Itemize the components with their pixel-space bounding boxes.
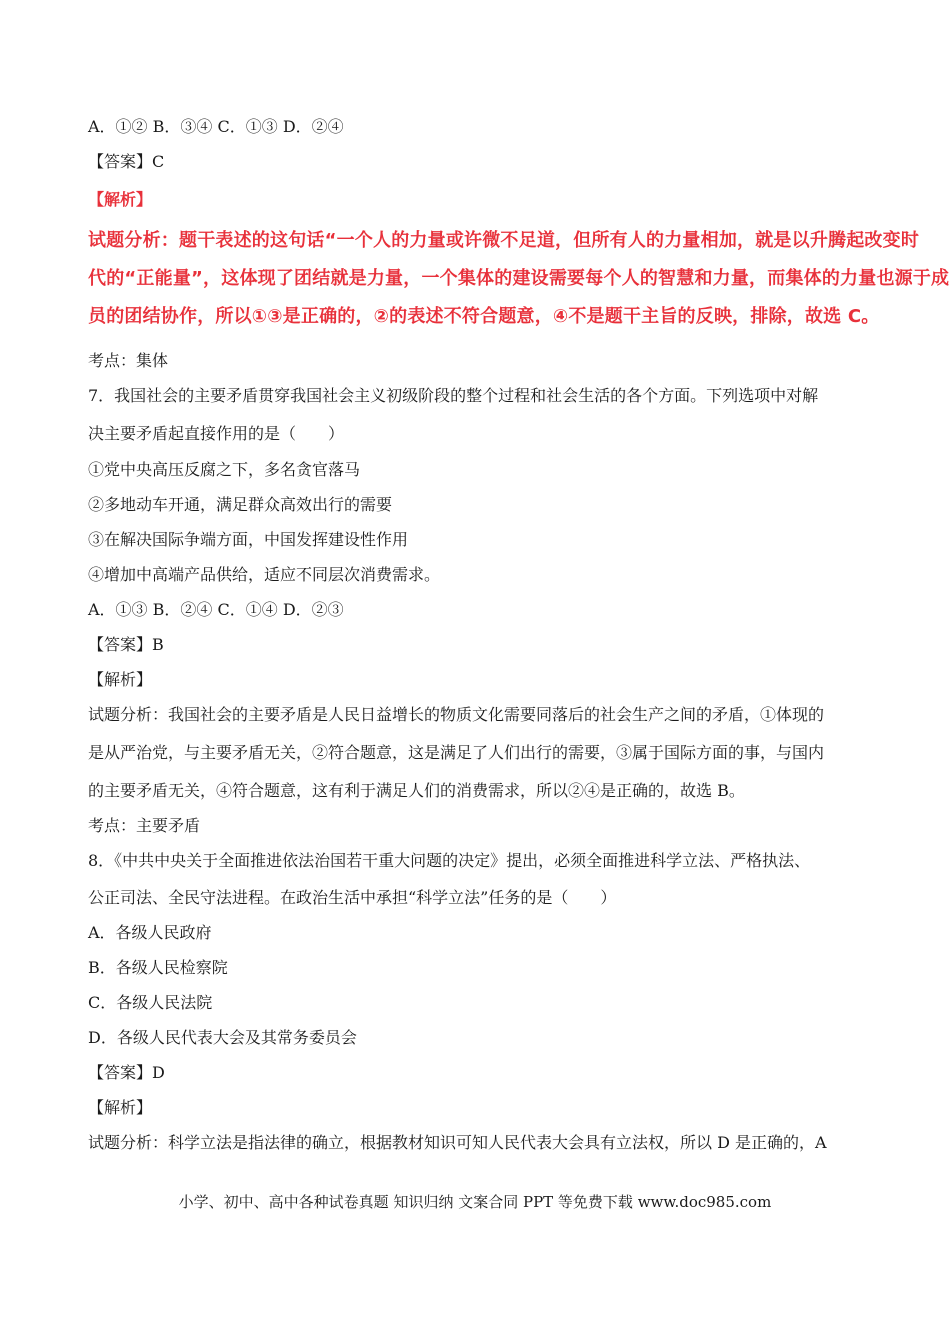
q7-analysis-header: 【解析】 — [88, 670, 153, 689]
q6-kaodian: 考点：集体 — [88, 351, 169, 370]
q7-item-3: ③在解决国际争端方面，中国发挥建设性作用 — [88, 530, 409, 549]
q7-analysis-line-3: 的主要矛盾无关，④符合题意，这有利于满足人们的消费需求，所以②④是正确的，故选 B。 — [88, 781, 745, 800]
q6-analysis-line-3: 员的团结协作，所以①③是正确的，②的表述不符合题意，④不是题干主旨的反映，排除，故选 C。 — [88, 306, 880, 327]
q7-item-1: ①党中央高压反腐之下，多名贪官落马 — [88, 460, 361, 479]
q8-analysis-line-1: 试题分析：科学立法是指法律的确立，根据教材知识可知人民代表大会具有立法权，所以 D 是正确的，A — [88, 1133, 827, 1152]
q8-stem-line-2: 公正司法、全民守法进程。在政治生活中承担“科学立法”任务的是（ ） — [88, 888, 617, 907]
q8-option-a: A．各级人民政府 — [88, 923, 212, 942]
q7-analysis-line-1: 试题分析：我国社会的主要矛盾是人民日益增长的物质文化需要同落后的社会生产之间的矛盾，①体现的 — [88, 705, 825, 724]
q6-analysis-line-1: 试题分析：题干表述的这句话“一个人的力量或许微不足道，但所有人的力量相加，就是以升腾起改变时 — [88, 230, 920, 251]
page-footer: 小学、初中、高中各种试卷真题 知识归纳 文案合同 PPT 等免费下载 www.doc985.com — [178, 1193, 772, 1211]
q7-stem-line-1: 7．我国社会的主要矛盾贯穿我国社会主义初级阶段的整个过程和社会生活的各个方面。下列选项中对解 — [88, 386, 819, 405]
q8-answer: 【答案】D — [88, 1063, 165, 1082]
q7-item-2: ②多地动车开通，满足群众高效出行的需要 — [88, 495, 393, 514]
q7-item-4: ④增加中高端产品供给，适应不同层次消费需求。 — [88, 565, 441, 584]
q7-kaodian: 考点：主要矛盾 — [88, 816, 201, 835]
q6-analysis-header: 【解析】 — [88, 190, 153, 209]
q8-option-b: B．各级人民检察院 — [88, 958, 228, 977]
q7-stem-line-2: 决主要矛盾起直接作用的是（ ） — [88, 424, 345, 443]
q7-options: A．①③ B．②④ C．①④ D．②③ — [88, 600, 344, 619]
q8-analysis-header: 【解析】 — [88, 1098, 153, 1117]
q6-options: A．①② B．③④ C．①③ D．②④ — [88, 117, 344, 136]
q7-analysis-line-2: 是从严治党，与主要矛盾无关，②符合题意，这是满足了人们出行的需要，③属于国际方面的事，与国内 — [88, 743, 825, 762]
q6-answer: 【答案】C — [88, 152, 165, 171]
q6-analysis-line-2: 代的“正能量”，这体现了团结就是力量，一个集体的建设需要每个人的智慧和力量，而集体的力量也源于成 — [88, 268, 950, 289]
q8-stem-line-1: 8．《中共中央关于全面推进依法治国若干重大问题的决定》提出，必须全面推进科学立法、严格执法、 — [88, 851, 811, 870]
q8-option-c: C．各级人民法院 — [88, 993, 213, 1012]
q8-option-d: D．各级人民代表大会及其常务委员会 — [88, 1028, 357, 1047]
q7-answer: 【答案】B — [88, 635, 164, 654]
